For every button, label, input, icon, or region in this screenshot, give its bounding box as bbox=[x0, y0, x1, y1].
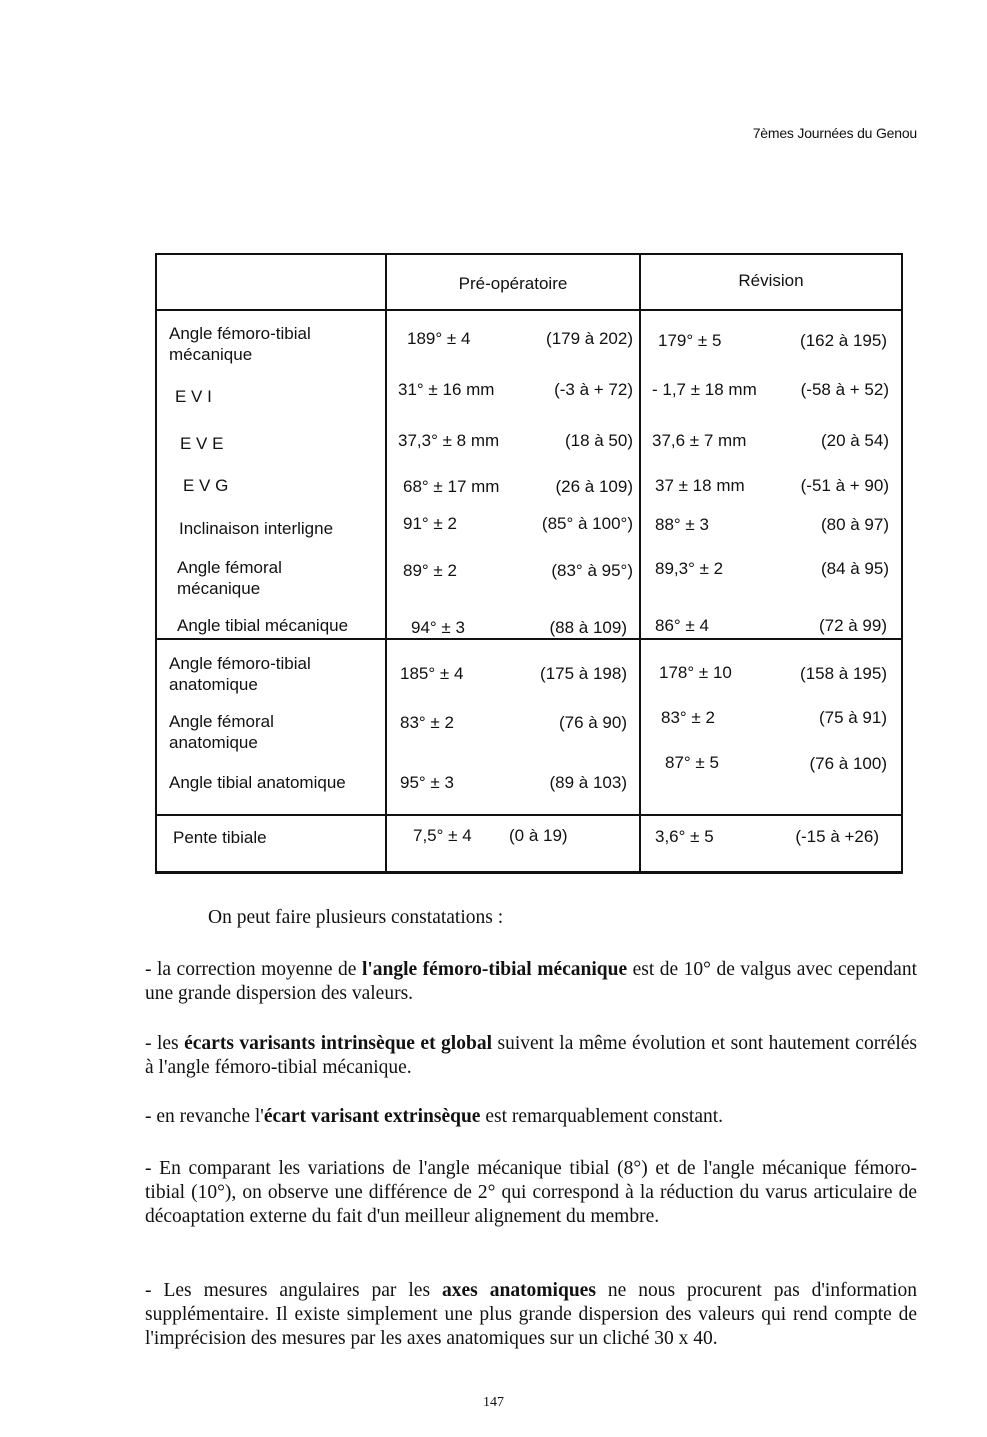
preop-range: (0 à 19) bbox=[509, 826, 568, 845]
preop-mean: 37,3° ± 8 mm bbox=[398, 431, 500, 450]
table-border-right bbox=[901, 253, 903, 874]
preop-range: (88 à 109) bbox=[549, 618, 627, 637]
preop-range: (26 à 109) bbox=[555, 477, 633, 496]
preop-mean: 95° ± 3 bbox=[400, 773, 454, 792]
revision-range: (158 à 195) bbox=[800, 664, 887, 683]
preop-range: (18 à 50) bbox=[564, 431, 633, 450]
column-header-revision: Révision bbox=[738, 271, 804, 290]
paragraph-emphasis: l'angle fémoro-tibial mécanique bbox=[361, 959, 628, 980]
running-header: 7èmes Journées du Genou bbox=[752, 125, 917, 141]
preop-mean: 31° ± 16 mm bbox=[398, 380, 495, 399]
preop-range: (179 à 202) bbox=[546, 329, 633, 348]
revision-range: (84 à 95) bbox=[820, 559, 889, 578]
preop-mean: 94° ± 3 bbox=[411, 618, 465, 637]
column-divider bbox=[385, 253, 387, 874]
revision-range: (-15 à +26) bbox=[795, 827, 879, 846]
revision-mean: 83° ± 2 bbox=[661, 708, 715, 727]
row-label: Inclinaison interligne bbox=[179, 519, 334, 538]
row-label: Angle fémoro-tibial anatomique bbox=[169, 654, 311, 694]
table-border-top bbox=[155, 253, 903, 255]
group-rule bbox=[155, 814, 903, 816]
revision-range: (72 à 99) bbox=[818, 616, 887, 635]
paragraph-text: - Les mesures angulaires par les bbox=[145, 1280, 443, 1301]
row-label: Pente tibiale bbox=[173, 828, 267, 847]
preop-range: (175 à 198) bbox=[540, 664, 627, 683]
paragraph-text: - en revanche l' bbox=[145, 1106, 264, 1127]
revision-mean: 89,3° ± 2 bbox=[655, 559, 724, 578]
revision-mean: 87° ± 5 bbox=[665, 753, 719, 772]
table-border-left bbox=[155, 253, 157, 874]
preop-range: (76 à 90) bbox=[558, 713, 627, 732]
revision-mean: 179° ± 5 bbox=[658, 331, 722, 350]
revision-mean: 88° ± 3 bbox=[655, 515, 709, 534]
row-label: Angle tibial mécanique bbox=[177, 616, 349, 635]
preop-mean: 91° ± 2 bbox=[403, 514, 457, 533]
table-border-bottom bbox=[155, 871, 903, 874]
revision-mean: 178° ± 10 bbox=[659, 663, 732, 682]
preop-mean: 7,5° ± 4 bbox=[413, 826, 472, 845]
row-label: Angle fémoro-tibial mécanique bbox=[169, 324, 311, 364]
paragraph bbox=[145, 1105, 917, 1129]
preop-range: (83° à 95°) bbox=[551, 561, 633, 580]
paragraph bbox=[145, 958, 917, 1006]
preop-range: (-3 à + 72) bbox=[554, 380, 633, 399]
paragraph-text: ne nous procurent pas d'information supplémentaire. Il existe simplement une plus grande dispersion des valeurs qui rend compte de l'imprécision des mesures par les axes anatomiques sur un cliché 30 x 40. bbox=[145, 1280, 917, 1349]
paragraph bbox=[145, 1279, 917, 1351]
paragraph-text: suivent la même évolution et sont hautement corrélés à l'angle fémoro-tibial mécanique. bbox=[145, 1033, 918, 1078]
header-rule bbox=[155, 309, 903, 311]
preop-range: (85° à 100°) bbox=[541, 514, 633, 533]
preop-range: (89 à 103) bbox=[549, 773, 627, 792]
revision-mean: 37,6 ± 7 mm bbox=[652, 431, 747, 450]
revision-range: (162 à 195) bbox=[800, 331, 887, 350]
column-divider bbox=[639, 253, 641, 874]
paragraph-emphasis: écarts varisants intrinsèque et global bbox=[184, 1033, 492, 1054]
preop-mean: 68° ± 17 mm bbox=[403, 477, 500, 496]
revision-mean: - 1,7 ± 18 mm bbox=[652, 380, 757, 399]
paragraph-text: est remarquablement constant. bbox=[480, 1106, 724, 1127]
intro-line: On peut faire plusieurs constatations : bbox=[208, 907, 504, 928]
revision-range: (-51 à + 90) bbox=[800, 476, 889, 495]
paragraph: - En comparant les variations de l'angle mécanique tibial (8°) et de l'angle mécanique fémoro-tibial (10°), on observe une différence de 2° qui correspond à la réduction du varus articulaire de décoaptation externe du fait d'un meilleur alignement du membre. bbox=[145, 1158, 917, 1227]
row-label: E V G bbox=[183, 476, 229, 495]
revision-mean: 37 ± 18 mm bbox=[655, 476, 745, 495]
row-label: E V I bbox=[175, 387, 212, 406]
row-label: E V E bbox=[180, 434, 224, 453]
revision-range: (76 à 100) bbox=[809, 754, 887, 773]
revision-mean: 86° ± 4 bbox=[655, 616, 709, 635]
revision-range: (-58 à + 52) bbox=[800, 380, 889, 399]
row-label: Angle fémoral anatomique bbox=[169, 712, 274, 752]
row-label: Angle tibial anatomique bbox=[169, 773, 346, 792]
column-header-preop: Pré-opératoire bbox=[458, 274, 568, 293]
paragraph-text: est de 10° de valgus avec cependant une grande dispersion des valeurs. bbox=[145, 959, 917, 1004]
revision-range: (75 à 91) bbox=[818, 708, 887, 727]
paragraph bbox=[145, 1032, 917, 1080]
preop-mean: 189° ± 4 bbox=[407, 329, 471, 348]
paragraph-text: - la correction moyenne de bbox=[145, 959, 362, 980]
revision-range: (80 à 97) bbox=[820, 515, 889, 534]
preop-mean: 89° ± 2 bbox=[403, 561, 457, 580]
group-rule bbox=[155, 638, 903, 640]
row-label: Angle fémoral mécanique bbox=[177, 558, 282, 598]
revision-range: (20 à 54) bbox=[820, 431, 889, 450]
paragraph-emphasis: écart varisant extrinsèque bbox=[263, 1106, 481, 1127]
revision-mean: 3,6° ± 5 bbox=[655, 827, 714, 846]
preop-mean: 185° ± 4 bbox=[400, 664, 464, 683]
measurements-table bbox=[155, 253, 903, 874]
page-number: 147 bbox=[483, 1395, 504, 1410]
paragraph-emphasis: axes anatomiques bbox=[442, 1280, 596, 1301]
paragraph-text: - les bbox=[145, 1033, 185, 1054]
preop-mean: 83° ± 2 bbox=[400, 713, 454, 732]
